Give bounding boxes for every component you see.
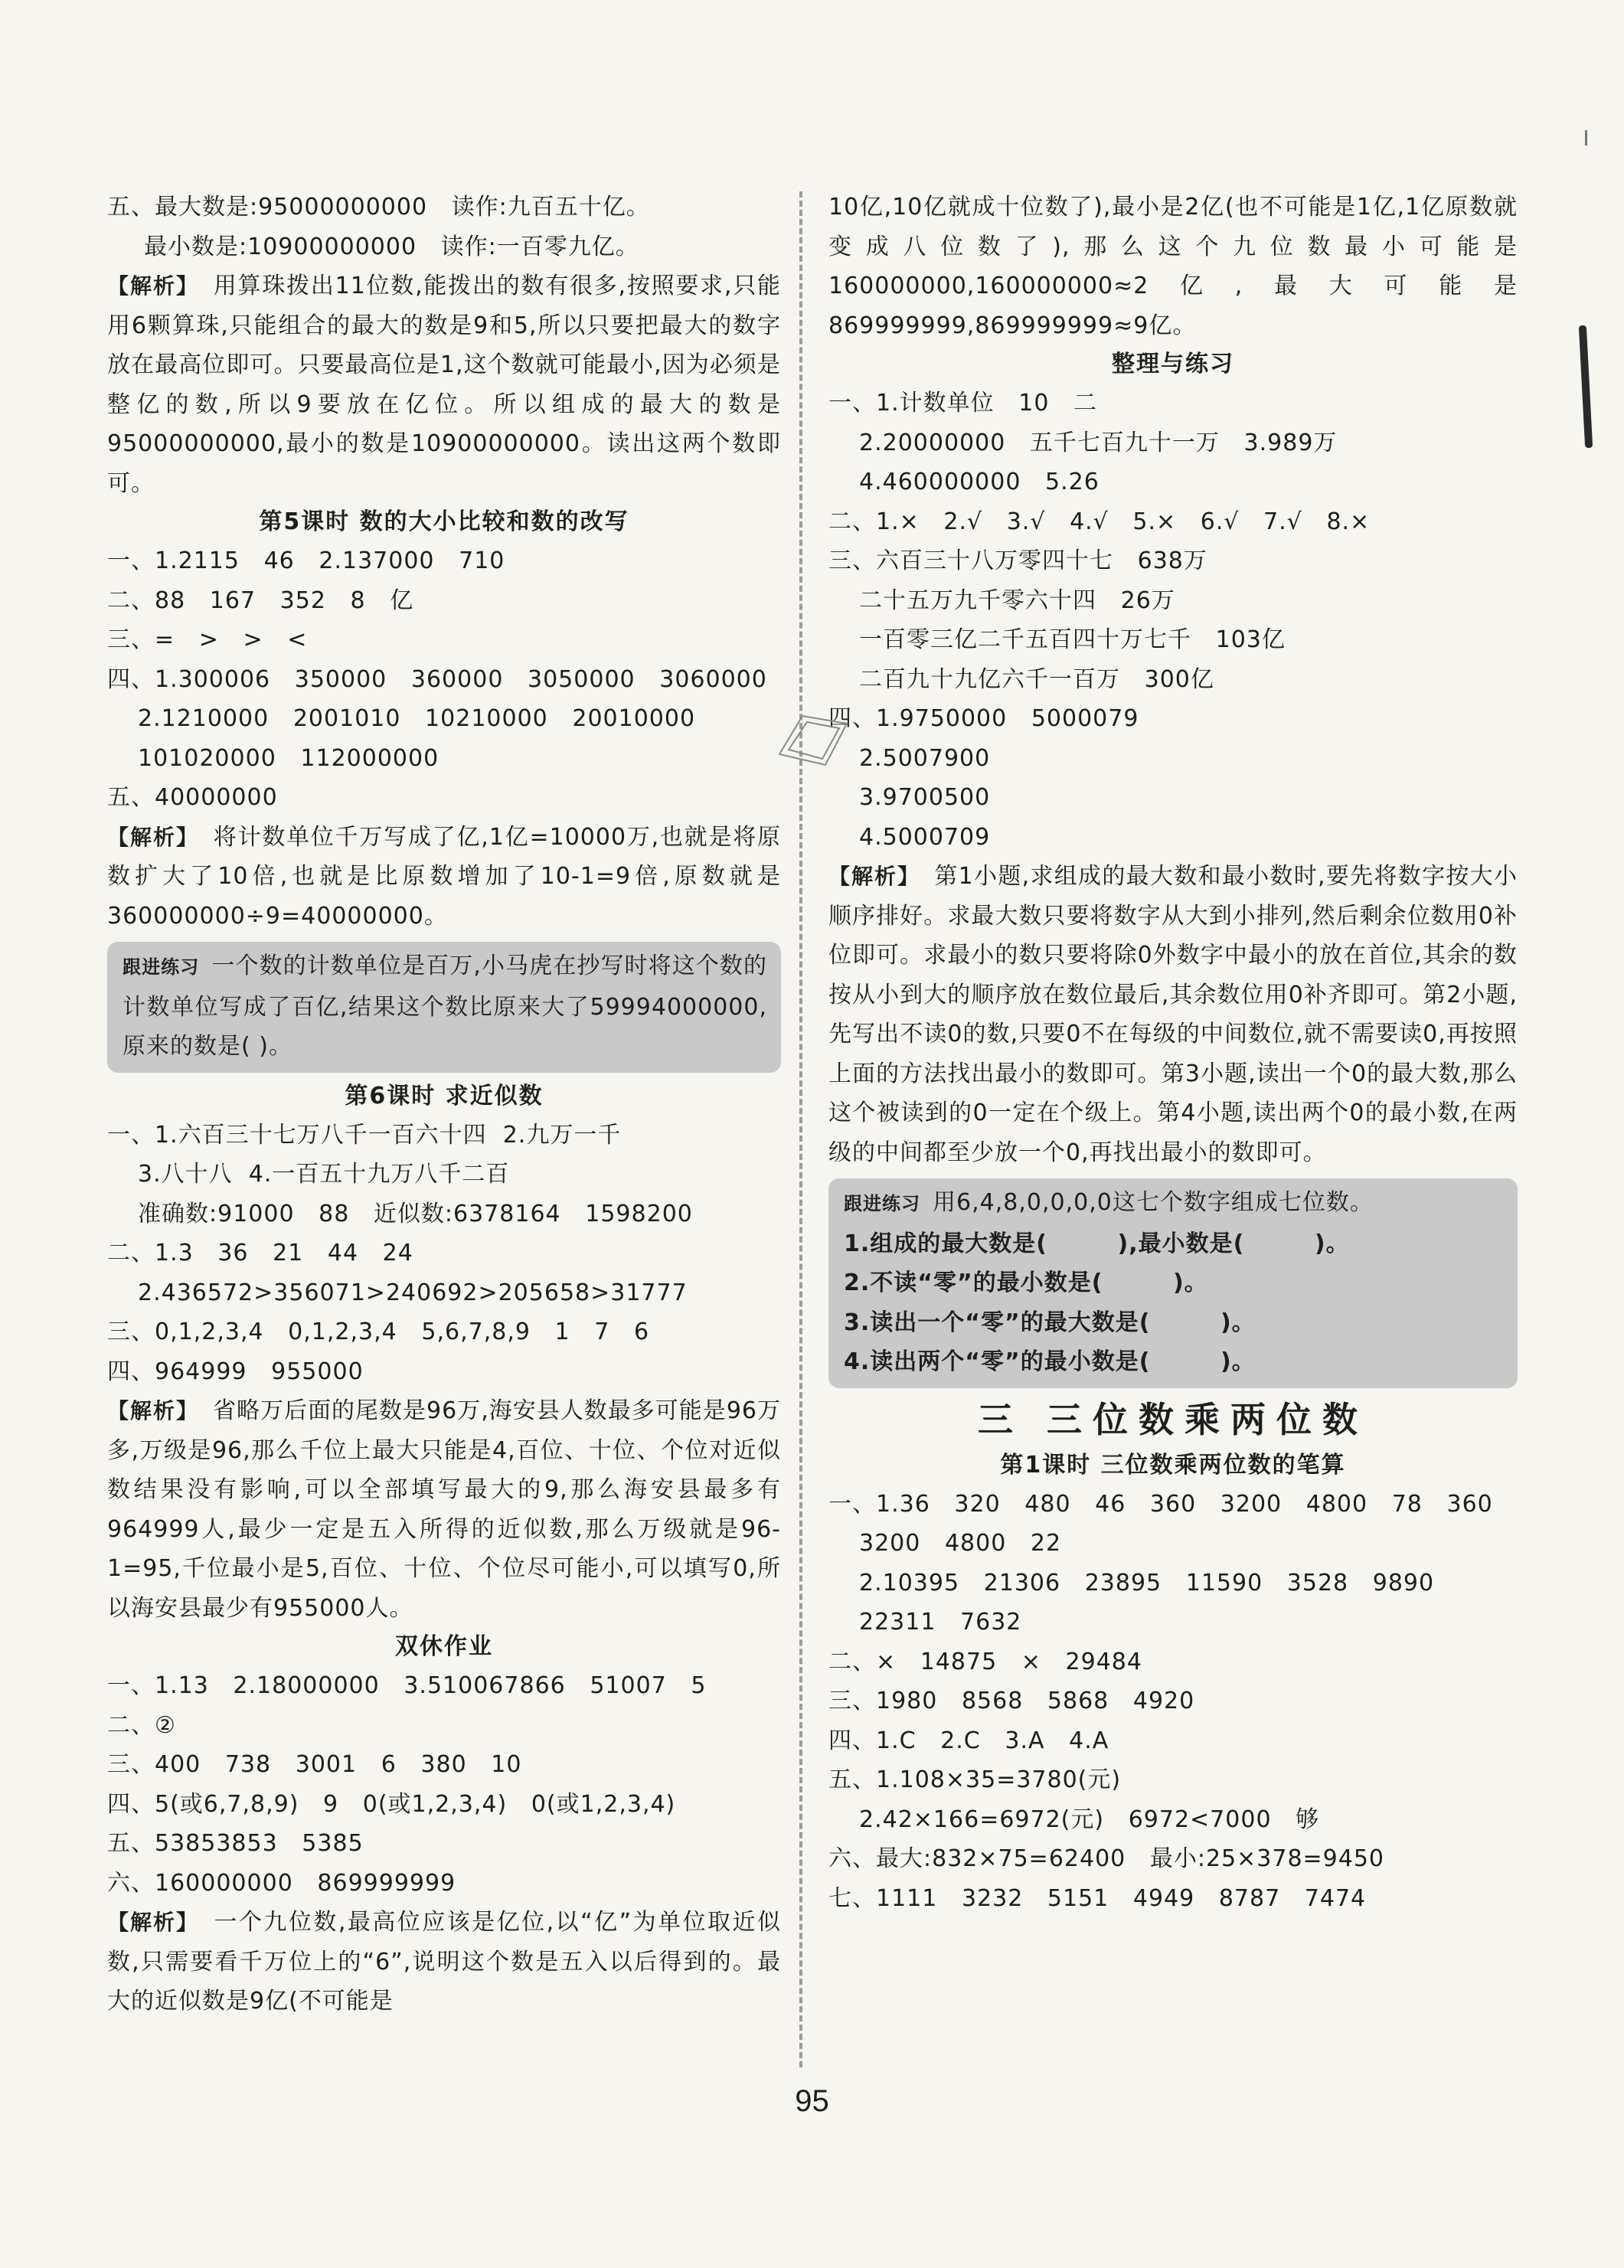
practice-item: 3.读出一个“零”的最大数是( )。 [844,1309,1256,1336]
explanation-text: 一个九位数,最高位应该是亿位,以“亿”为单位取近似数,只需要看千万位上的“6”,说明这个数是五入以后得到的。最大的近似数是9亿(不可能是 [107,1909,781,2015]
answer-line: 一、1.13 2.18000000 3.510067866 51007 5 [107,1672,707,1699]
answer-line: 二百九十九亿六千一百万 300亿 [859,665,1214,693]
answer-line: 三、1980 8568 5868 4920 [828,1688,1195,1714]
section-heading: 双休作业 [395,1633,493,1660]
answer-line: 3200 4800 22 [859,1530,1062,1557]
answer-line: 2.5007900 [859,744,991,772]
answer-line: 三、= > > < [107,626,308,653]
practice-box [828,1178,1518,1388]
answer-line: 五、40000000 [107,784,278,811]
answer-line: 一、1.六百三十七万八千一百六十四 2.九万一千 [107,1121,622,1149]
answer-line: 准确数:91000 88 近似数:6378164 1598200 [138,1200,693,1227]
unit-title: 三 三位数乘两位数 [977,1398,1368,1440]
explanation-tag: 【解析】 [107,273,200,299]
answer-line: 最小数是:10900000000 读作:一百零九亿。 [144,233,639,260]
answer-line: 一、1.2115 46 2.137000 710 [107,547,505,574]
practice-prompt [844,1183,1504,1224]
answer-line: 二、② [107,1711,176,1739]
answer-line: 4.5000709 [859,823,991,851]
practice-item: 1.组成的最大数是( ),最小数是( )。 [844,1230,1350,1257]
answer-line: 3.八十八 4.一百五十九万八千二百 [138,1161,510,1188]
practice-text: 一个数的计数单位是百万,小马虎在抄写时将这个数的计数单位写成了百亿,结果这个数比原来大了59994000000,原来的数是( )。 [123,953,768,1060]
answer-line: 22311 7632 [859,1609,1022,1636]
explanation-tag: 【解析】 [107,1910,200,1935]
section-heading: 第6课时 求近似数 [345,1082,544,1109]
explanation-text: 用算珠拨出11位数,能拨出的数有很多,按照要求,只能用6颗算珠,只能组合的最大的数是9和5,所以只要把最大的数字放在最高位即可。只要最高位是1,这个数就可能最小,因为必须是整亿的数,所以9要放在亿位。所以组成的最大的数是95000000000,最小的数是10900000000。读出这两个数即可。 [107,273,781,497]
answer-line: 101020000 112000000 [138,744,439,772]
column-divider [799,191,802,2067]
practice-tag: 跟进练习 [123,956,200,978]
answer-line: 二、1.3 36 21 44 24 [107,1240,413,1266]
explanation-tag: 【解析】 [828,864,921,889]
answer-line: 六、最大:832×75=62400 最小:25×378=9450 [828,1845,1385,1872]
answer-line: 三、六百三十八万零四十七 638万 [828,547,1207,574]
answer-line: 四、964999 955000 [107,1358,364,1385]
answer-line: 2.436572>356071>240692>205658>31777 [138,1279,688,1306]
answer-line: 4.460000000 5.26 [859,469,1100,495]
answer-line: 一百零三亿二千五百四十万七千 103亿 [859,626,1286,653]
answer-line: 六、160000000 869999999 [107,1869,456,1897]
answer-line: 四、1.C 2.C 3.A 4.A [828,1727,1109,1754]
answer-line: 一、1.计数单位 10 二 [828,390,1098,417]
practice-box [107,942,781,1073]
explanation-tag: 【解析】 [107,1398,200,1423]
explanation-text: 10亿,10亿就成十位数了),最小是2亿(也不可能是1亿,1亿原数就变成八位数了),那么这个九位数最小可能是160000000,160000000≈2亿,最大可能是869999999,869999999≈9亿。 [828,194,1518,339]
explanation-paragraph [107,1903,781,2021]
answer-line: 四、5(或6,7,8,9) 9 0(或1,2,3,4) 0(或1,2,3,4) [107,1790,676,1818]
answer-line: 五、1.108×35=3780(元) [828,1766,1122,1793]
practice-prompt [123,946,767,1067]
answer-line: 二十五万九千零六十四 26万 [859,587,1175,614]
answer-line: 一、1.36 320 480 46 360 3200 4800 78 360 [828,1490,1493,1518]
answer-line: 2.10395 21306 23895 11590 3528 9890 [859,1569,1435,1596]
answer-line: 3.9700500 [859,784,991,811]
section-heading: 整理与练习 [1112,351,1234,377]
answer-line: 四、1.9750000 5000079 [828,705,1139,732]
answer-line: 五、最大数是:95000000000 读作:九百五十亿。 [107,194,650,221]
practice-text: 用6,4,8,0,0,0,0这七个数字组成七位数。 [933,1189,1374,1216]
answer-line: 五、53853853 5385 [107,1830,364,1857]
stamp-seal [772,701,854,770]
explanation-text: 将计数单位千万写成了亿,1亿=10000万,也就是将原数扩大了10倍,也就是比原数增加了10-1=9倍,原数就是360000000÷9=40000000。 [107,823,781,930]
explanation-tag: 【解析】 [107,824,200,850]
section-heading: 第5课时 数的大小比较和数的改写 [259,508,629,535]
page-number: 95 [795,2084,829,2118]
left-column [107,188,781,2021]
explanation-text: 省略万后面的尾数是96万,海安县人数最多可能是96万多,万级是96,那么千位上最大只能是4,百位、十位、个位对近似数结果没有影响,可以全部填写最大的9,那么海安县最多有964999人,最少一定是五入所得的近似数,那么万级就是96-1=95,千位最小是5,百位、十位、个位尽可能小,可以填写0,所以海安县最少有955000人。 [107,1397,781,1622]
explanation-paragraph [828,857,1518,1172]
answer-line: 二、88 167 352 8 亿 [107,587,414,614]
practice-item: 4.读出两个“零”的最小数是( )。 [844,1348,1256,1375]
explanation-paragraph [107,818,781,936]
explanation-paragraph [107,1391,781,1628]
practice-tag: 跟进练习 [844,1193,920,1214]
right-column [828,188,1518,1918]
section-heading: 第1课时 三位数乘两位数的笔算 [1000,1451,1346,1479]
practice-item: 2.不读“零”的最小数是( )。 [844,1270,1208,1296]
answer-line: 四、1.300006 350000 360000 3050000 3060000 [107,665,767,693]
answer-line: 三、0,1,2,3,4 0,1,2,3,4 5,6,7,8,9 1 7 6 [107,1319,650,1345]
answer-line: 2.1210000 2001010 10210000 20010000 [138,705,696,732]
explanation-paragraph [828,188,1518,345]
scan-mark [1579,325,1593,448]
explanation-paragraph [107,266,781,503]
scan-mark [1585,130,1587,145]
answer-line: 七、1111 3232 5151 4949 8787 7474 [828,1884,1367,1912]
answer-line: 2.20000000 五千七百九十一万 3.989万 [859,429,1338,456]
answer-line: 2.42×166=6972(元) 6972<7000 够 [859,1806,1320,1833]
answer-line: 三、400 738 3001 6 380 10 [107,1751,522,1778]
answer-line: 二、1.× 2.√ 3.√ 4.√ 5.× 6.√ 7.√ 8.× [828,508,1371,535]
answer-line: 二、× 14875 × 29484 [828,1648,1142,1675]
explanation-text: 第1小题,求组成的最大数和最小数时,要先将数字按大小顺序排好。求最大数只要将数字从大到小排列,然后剩余位数用0补位即可。求最小的数只要将除0外数字中最小的放在首位,其余的数按从小到大的顺序放在数位最后,其余数位用0补齐即可。第2小题,先写出不读0的数,只要0不在每级的中间数位,就不需要读0,再按照上面的方法找出最小的数即可。第3小题,读出一个0的最大数,那么这个被读到的0一定在个级上。第4小题,读出两个0的最小数,在两级的中间都至少放一个0,再找出最小的数即可。 [828,863,1518,1166]
